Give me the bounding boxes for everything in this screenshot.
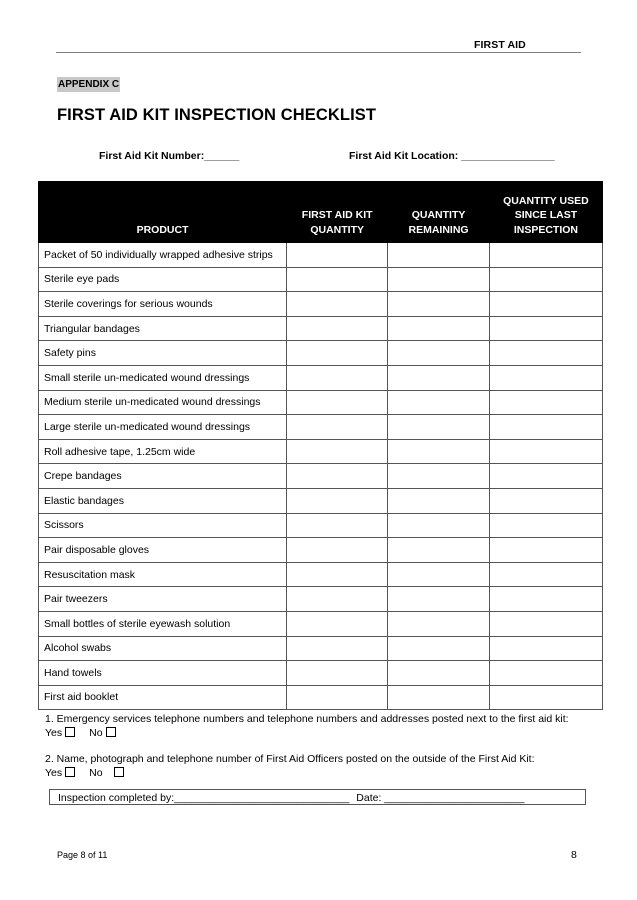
quantity-remaining-cell[interactable] [388, 415, 490, 440]
inspection-completed-by-field[interactable]: Inspection completed by:______________________________ [58, 792, 350, 804]
question-2-no[interactable] [89, 766, 123, 780]
table-row [39, 636, 603, 661]
quantity-used-cell[interactable] [489, 611, 602, 636]
quantity-remaining-cell[interactable] [388, 538, 490, 563]
quantity-remaining-cell[interactable] [388, 267, 490, 292]
question-1-no[interactable] [89, 726, 115, 740]
quantity-used-cell[interactable] [489, 341, 602, 366]
quantity-used-cell[interactable] [489, 439, 602, 464]
product-cell: Small sterile un-medicated wound dressings [39, 365, 287, 390]
header-product: PRODUCT [39, 182, 287, 243]
no-label: No [89, 727, 103, 739]
footer-page-number: 8 [571, 849, 577, 861]
kit-quantity-cell[interactable] [287, 513, 388, 538]
question-2-options [45, 766, 124, 780]
quantity-remaining-cell[interactable] [388, 611, 490, 636]
appendix-label: APPENDIX C [58, 79, 120, 90]
question-1-yes[interactable] [45, 726, 75, 740]
quantity-used-cell[interactable] [489, 415, 602, 440]
quantity-used-cell[interactable] [489, 243, 602, 268]
quantity-remaining-cell[interactable] [388, 636, 490, 661]
product-cell: Large sterile un-medicated wound dressings [39, 415, 287, 440]
table-row [39, 538, 603, 563]
quantity-used-cell[interactable] [489, 390, 602, 415]
table-row [39, 415, 603, 440]
product-cell: Small bottles of sterile eyewash solution [39, 611, 287, 636]
quantity-used-cell[interactable] [489, 292, 602, 317]
running-header: FIRST AID [474, 39, 526, 51]
kit-quantity-cell[interactable] [287, 267, 388, 292]
kit-quantity-cell[interactable] [287, 243, 388, 268]
product-cell: Resuscitation mask [39, 562, 287, 587]
table-row [39, 243, 603, 268]
kit-quantity-cell[interactable] [287, 464, 388, 489]
quantity-used-cell[interactable] [489, 464, 602, 489]
checkbox-icon[interactable] [114, 767, 124, 777]
quantity-used-cell[interactable] [489, 562, 602, 587]
table-body [39, 243, 603, 710]
kit-quantity-cell[interactable] [287, 365, 388, 390]
quantity-used-cell[interactable] [489, 316, 602, 341]
kit-location-field[interactable]: First Aid Kit Location: ________________ [349, 150, 555, 162]
kit-quantity-cell[interactable] [287, 685, 388, 710]
quantity-used-cell[interactable] [489, 538, 602, 563]
kit-number-field[interactable]: First Aid Kit Number:______ [99, 150, 240, 162]
quantity-remaining-cell[interactable] [388, 587, 490, 612]
quantity-remaining-cell[interactable] [388, 243, 490, 268]
product-cell: Medium sterile un-medicated wound dressings [39, 390, 287, 415]
table-row [39, 292, 603, 317]
product-cell: First aid booklet [39, 685, 287, 710]
table-header-row [39, 182, 603, 243]
quantity-remaining-cell[interactable] [388, 439, 490, 464]
quantity-remaining-cell[interactable] [388, 390, 490, 415]
yes-label: Yes [45, 727, 63, 739]
table-row [39, 562, 603, 587]
header-quantity-remaining: QUANTITY REMAINING [388, 182, 490, 243]
product-cell: Pair tweezers [39, 587, 287, 612]
table-row [39, 341, 603, 366]
quantity-used-cell[interactable] [489, 587, 602, 612]
quantity-remaining-cell[interactable] [388, 464, 490, 489]
kit-quantity-cell[interactable] [287, 292, 388, 317]
checkbox-icon[interactable] [65, 767, 75, 777]
kit-quantity-cell[interactable] [287, 562, 388, 587]
product-cell: Triangular bandages [39, 316, 287, 341]
header-quantity-used: QUANTITY USED SINCE LAST INSPECTION [489, 182, 602, 243]
question-1-options [45, 726, 116, 740]
product-cell: Crepe bandages [39, 464, 287, 489]
quantity-remaining-cell[interactable] [388, 341, 490, 366]
kit-quantity-cell[interactable] [287, 415, 388, 440]
question-2-text: 2. Name, photograph and telephone number of First Aid Officers posted on the outside of the First Aid Kit: [45, 753, 535, 765]
quantity-remaining-cell[interactable] [388, 685, 490, 710]
checkbox-icon[interactable] [65, 727, 75, 737]
product-cell: Elastic bandages [39, 488, 287, 513]
quantity-used-cell[interactable] [489, 267, 602, 292]
quantity-remaining-cell[interactable] [388, 562, 490, 587]
quantity-remaining-cell[interactable] [388, 292, 490, 317]
table-row [39, 488, 603, 513]
product-cell: Sterile coverings for serious wounds [39, 292, 287, 317]
table-row [39, 611, 603, 636]
kit-quantity-cell[interactable] [287, 611, 388, 636]
quantity-used-cell[interactable] [489, 661, 602, 686]
product-cell: Packet of 50 individually wrapped adhesive strips [39, 243, 287, 268]
kit-quantity-cell[interactable] [287, 636, 388, 661]
quantity-remaining-cell[interactable] [388, 365, 490, 390]
question-2-yes[interactable] [45, 766, 75, 780]
kit-quantity-cell[interactable] [287, 341, 388, 366]
product-cell: Alcohol swabs [39, 636, 287, 661]
header-kit-quantity: FIRST AID KIT QUANTITY [287, 182, 388, 243]
table-row [39, 464, 603, 489]
table-row [39, 587, 603, 612]
kit-quantity-cell[interactable] [287, 439, 388, 464]
product-cell: Pair disposable gloves [39, 538, 287, 563]
footer-page-label: Page 8 of 11 [57, 850, 108, 860]
yes-label: Yes [45, 767, 63, 779]
no-label: No [89, 767, 103, 779]
kit-quantity-cell[interactable] [287, 316, 388, 341]
product-cell: Safety pins [39, 341, 287, 366]
date-field[interactable]: Date: ________________________ [356, 792, 525, 804]
quantity-used-cell[interactable] [489, 365, 602, 390]
product-cell: Sterile eye pads [39, 267, 287, 292]
product-cell: Roll adhesive tape, 1.25cm wide [39, 439, 287, 464]
table-row [39, 316, 603, 341]
page-title: FIRST AID KIT INSPECTION CHECKLIST [57, 106, 377, 124]
table-row [39, 365, 603, 390]
quantity-remaining-cell[interactable] [388, 488, 490, 513]
product-cell: Scissors [39, 513, 287, 538]
kit-quantity-cell[interactable] [287, 390, 388, 415]
kit-quantity-cell[interactable] [287, 587, 388, 612]
table-row [39, 267, 603, 292]
product-cell: Hand towels [39, 661, 287, 686]
question-1-text: 1. Emergency services telephone numbers and telephone numbers and addresses posted next to the first aid kit: [45, 713, 569, 725]
table-row [39, 439, 603, 464]
table-row [39, 661, 603, 686]
kit-quantity-cell[interactable] [287, 488, 388, 513]
checkbox-icon[interactable] [106, 727, 116, 737]
signoff-box [49, 789, 586, 805]
kit-quantity-cell[interactable] [287, 538, 388, 563]
table-row [39, 513, 603, 538]
kit-quantity-cell[interactable] [287, 661, 388, 686]
table-row [39, 685, 603, 710]
quantity-used-cell[interactable] [489, 685, 602, 710]
quantity-remaining-cell[interactable] [388, 316, 490, 341]
table-row [39, 390, 603, 415]
quantity-used-cell[interactable] [489, 488, 602, 513]
quantity-used-cell[interactable] [489, 636, 602, 661]
inspection-checklist-table [38, 181, 603, 710]
quantity-used-cell[interactable] [489, 513, 602, 538]
quantity-remaining-cell[interactable] [388, 513, 490, 538]
quantity-remaining-cell[interactable] [388, 661, 490, 686]
header-divider [56, 52, 581, 53]
